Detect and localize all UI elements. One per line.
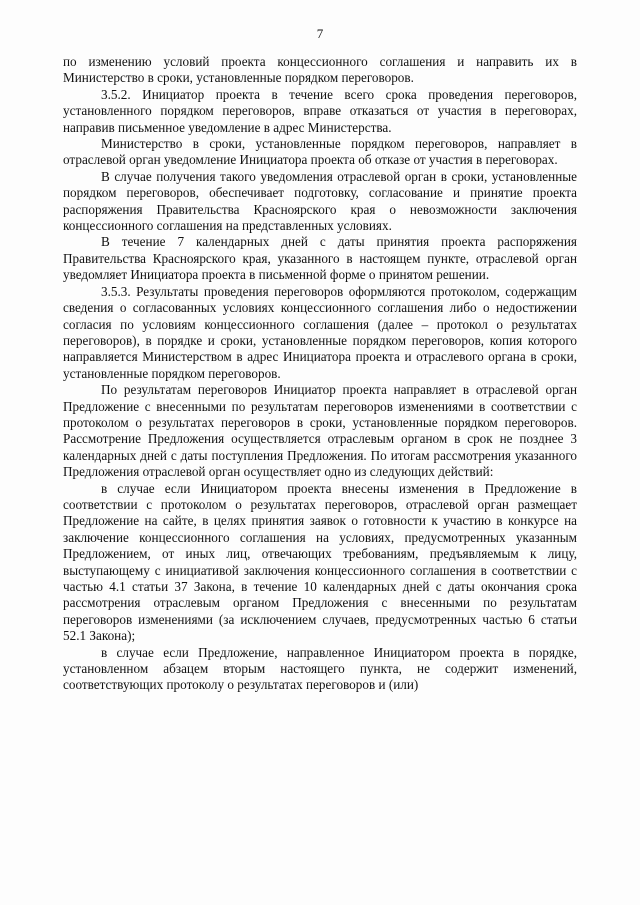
paragraph: 3.5.2. Инициатор проекта в течение всего срока проведения переговоров, установленного порядком переговоров, вправе отказаться от участия в переговорах, направив письменное уведомление в адрес Министерства. [63,86,577,135]
paragraph: По результатам переговоров Инициатор проекта направляет в отраслевой орган Предложение с внесенными по результатам переговоров изменениями в соответствии с протоколом о результатах переговоров в сроки, установленные порядком переговоров. Рассмотрение Предложения осуществляется отраслевым органом в срок не позднее 3 календарных дней с даты поступления Предложения. По итогам рассмотрения указанного Предложения отраслевой орган осуществляет одно из следующих действий: [63,382,577,480]
page-number: 7 [316,26,324,41]
paragraph: 3.5.3. Результаты проведения переговоров оформляются протоколом, содержащим сведения о согласованных условиях концессионного соглашения либо о недостижении согласия по условиям концессионного соглашения (далее – протокол о результатах переговоров), в порядке и сроки, установленные порядком переговоров, копия которого направляется Министерством в адрес Инициатора проекта и отраслевого органа в сроки, установленные порядком переговоров. [63,283,577,381]
paragraph: Министерство в сроки, установленные порядком переговоров, направляет в отраслевой орган уведомление Инициатора проекта об отказе от участия в переговорах. [63,136,577,168]
paragraph: в случае если Инициатором проекта внесены изменения в Предложение в соответствии с протоколом о результатах переговоров, отраслевой орган размещает Предложение на сайте, в целях принятия заявок о готовности к участию в конкурсе на заключение концессионного соглашения на условиях, предусмотренных указанным Предложением, от иных лиц, отвечающих требованиям, предъявляемым к лицу, выступающему с инициативой заключения концессионного соглашения в соответствии с частью 4.1 статьи 37 Закона, в течение 10 календарных дней с даты окончания срока рассмотрения отраслевым органом Предложения с внесенными по результатам переговоров изменениями (за исключением случаев, предусмотренных частью 6 статьи 52.1 Закона); [63,480,577,644]
paragraph: в случае если Предложение, направленное Инициатором проекта в порядке, установленном абзацем вторым настоящего пункта, не содержит изменений, соответствующих протоколу о результатах переговоров и (или) [63,644,577,693]
paragraph: В течение 7 календарных дней с даты принятия проекта распоряжения Правительства Красноярского края, указанного в настоящем пункте, отраслевой орган уведомляет Инициатора проекта в письменной форме о принятом решении. [63,234,577,283]
paragraph: В случае получения такого уведомления отраслевой орган в сроки, установленные порядком переговоров, обеспечивает подготовку, согласование и принятие проекта распоряжения Правительства Красноярского края о невозможности заключения концессионного соглашения на представленных условиях. [63,168,577,234]
paragraph: по изменению условий проекта концессионного соглашения и направить их в Министерство в сроки, установленные порядком переговоров. [63,54,577,86]
document-body [63,54,577,694]
